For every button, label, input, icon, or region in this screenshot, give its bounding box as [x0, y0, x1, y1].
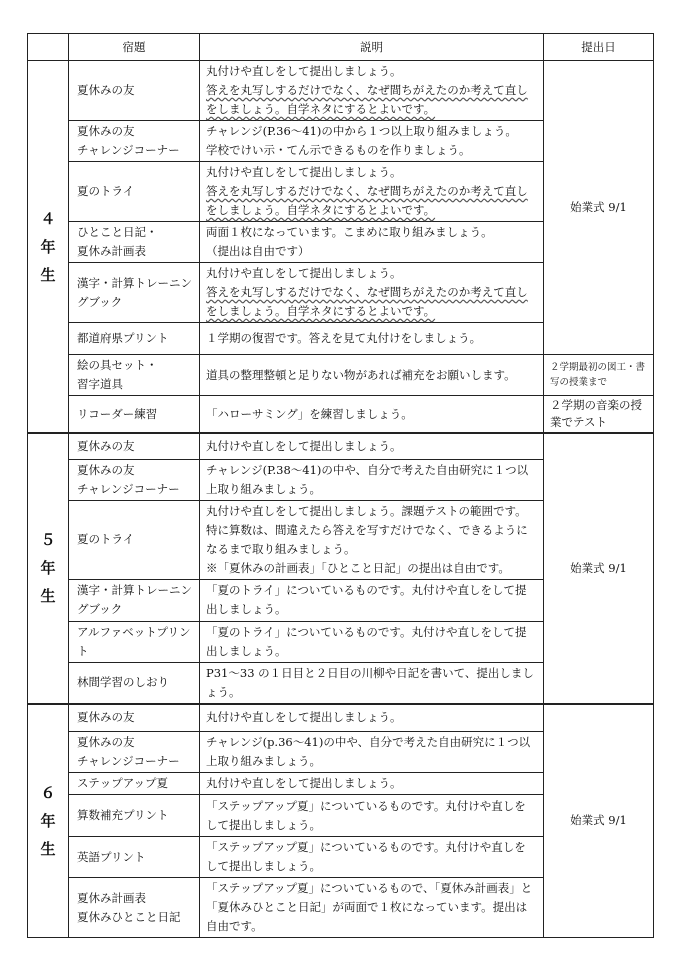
task-description: [200, 263, 544, 323]
task-name-line: 絵の具セット・: [77, 358, 158, 372]
header-blank: [28, 34, 69, 61]
task-description-emphasis: 答えを丸写しするだけでなく、なぜ間ちがえたのか考えて直しをしましょう。自学ネタにするとよいです。: [206, 83, 528, 116]
task-name-line: 夏休み計画表: [77, 244, 146, 258]
grade-char: 生: [40, 265, 56, 284]
grade-char: 生: [40, 587, 56, 606]
task-name-line: 夏休みの友: [77, 438, 135, 453]
task-description-line: 「夏のトライ」についているものです。丸付けや直しをして提出しましょう。: [206, 624, 527, 658]
task-name: [69, 579, 200, 621]
task-description: [200, 773, 544, 795]
task-description: [200, 621, 544, 662]
task-description: [200, 732, 544, 773]
task-description-line: 「ステップアップ夏」についているものです。丸付けや直しをして提出しましょう。: [206, 840, 526, 873]
task-description-line: 丸付けや直しをして提出しましょう。: [206, 165, 402, 179]
task-description: [200, 61, 544, 121]
task-name-line: 夏休みの友: [77, 735, 135, 749]
task-name-line: 英語プリント: [77, 849, 146, 864]
task-description-line: チャレンジ(P.36〜41)の中から１つ以上取り組みましょう。: [206, 124, 517, 138]
due-date-art: ２学期最初の図工・書写の授業まで: [544, 355, 654, 396]
task-name-line: 夏休み計画表: [77, 890, 146, 905]
task-name: [69, 323, 200, 355]
task-description-line: チャレンジ(P.38〜41)の中や、自分で考えた自由研究に１つ以上取り組みましょう。: [206, 462, 529, 496]
task-name: [69, 222, 200, 263]
header-row: [28, 34, 654, 61]
task-name-line: 漢字・計算トレーニングブック: [77, 583, 192, 616]
task-description: [200, 396, 544, 434]
task-name-line: 林間学習のしおり: [77, 675, 169, 689]
grade-char: 年: [40, 237, 56, 256]
table-row: [28, 704, 654, 732]
task-name: [69, 121, 200, 162]
task-description: [200, 662, 544, 704]
table-row: [28, 433, 654, 459]
task-name-line: 夏休みの友: [77, 124, 135, 138]
task-description-line: （提出は自由です）: [206, 244, 310, 258]
task-name-line: ひとこと日記・: [77, 225, 158, 239]
task-name: [69, 732, 200, 773]
grade-char: ５: [40, 531, 56, 550]
header-task: 宿題: [69, 34, 200, 61]
task-description-line: [206, 283, 537, 321]
task-description: [200, 500, 544, 579]
task-description-line: 「ステップアップ夏」についているものです。丸付けや直しをして提出しましょう。: [206, 798, 526, 832]
table-row: [28, 61, 654, 121]
task-name: [69, 162, 200, 222]
task-description-line: 丸付けや直しをして提出しましょう。: [206, 64, 402, 78]
task-name: [69, 621, 200, 662]
grade-char: ６: [40, 783, 56, 802]
task-description-line: 丸付けや直しをして提出しましょう。: [206, 438, 402, 453]
task-description-line: 丸付けや直しをして提出しましょう。: [206, 710, 402, 725]
task-name-line: 夏休みの友: [77, 462, 135, 477]
task-name: [69, 459, 200, 500]
task-name-line: 習字道具: [77, 377, 123, 391]
task-name: [69, 396, 200, 434]
task-description: [200, 704, 544, 732]
grade-char: ４: [40, 209, 56, 228]
task-description-line: 丸付けや直しをして提出しましょう。課題テストの範囲です。特に算数は、間違えたら答えを写すだけでなく、できるようになるまで取り組みましょう。: [206, 503, 528, 556]
task-description-line: チャレンジ(p.36〜41)の中や、自分で考えた自由研究に１つ以上取り組みましょう。: [206, 735, 531, 768]
task-name: [69, 837, 200, 878]
task-name-line: 都道府県プリント: [77, 331, 169, 345]
task-description-line: ※「夏休みの計画表」「ひとこと日記」の提出は自由です。: [206, 560, 510, 575]
task-description: [200, 162, 544, 222]
task-name: [69, 263, 200, 323]
task-name: [69, 355, 200, 396]
task-description-emphasis: 答えを丸写しするだけでなく、なぜ間ちがえたのか考えて直しをしましょう。自学ネタにするとよいです。: [206, 184, 528, 217]
grade6-label: [28, 704, 69, 938]
task-description-line: [206, 81, 537, 119]
task-description: [200, 433, 544, 459]
task-description-line: 丸付けや直しをして提出しましょう。: [206, 776, 402, 790]
task-description: [200, 795, 544, 837]
task-name-line: チャレンジコーナー: [77, 481, 180, 496]
due-date-music: ２学期の音楽の授業でテスト: [544, 396, 654, 434]
task-name-line: 夏休みひとこと日記: [77, 909, 181, 924]
grade4-label: [28, 61, 69, 434]
task-description-line: P31〜33 の１日目と２日目の川柳や日記を書いて、提出しましょう。: [206, 665, 534, 699]
task-description: [200, 121, 544, 162]
table-row: [28, 396, 654, 434]
task-name: [69, 773, 200, 795]
task-name-line: 夏のトライ: [77, 184, 135, 198]
header-due-date: 提出日: [544, 34, 654, 61]
task-description-emphasis: 答えを丸写しするだけでなく、なぜ間ちがえたのか考えて直しをしましょう。自学ネタにするとよいです。: [206, 285, 528, 318]
task-name-line: 漢字・計算トレーニングブック: [77, 275, 192, 309]
grade5-label: [28, 433, 69, 704]
task-name-line: チャレンジコーナー: [77, 143, 180, 157]
task-name: [69, 61, 200, 121]
due-date: 始業式 9/1: [544, 61, 654, 355]
task-description: [200, 579, 544, 621]
grade-char: 生: [40, 839, 56, 858]
task-name-line: ステップアップ夏: [77, 776, 168, 790]
task-description: [200, 323, 544, 355]
homework-table: [27, 33, 654, 938]
task-description: [200, 222, 544, 263]
due-date: 始業式 9/1: [544, 704, 654, 938]
task-name-line: 夏休みの友: [77, 710, 135, 725]
grade-char: 年: [40, 559, 56, 578]
task-name-line: チャレンジコーナー: [77, 754, 180, 768]
task-description-line: 「ハローサミング」を練習しましょう。: [206, 406, 413, 421]
task-name: [69, 795, 200, 837]
task-description-line: 学校でけい示・てん示できるものを作りましょう。: [206, 143, 471, 157]
task-description-line: 「夏のトライ」についているものです。丸付けや直しをして提出しましょう。: [206, 583, 527, 616]
task-name: [69, 433, 200, 459]
task-description: [200, 459, 544, 500]
task-description: [200, 878, 544, 938]
task-description-line: 「ステップアップ夏」についているもので、「夏休み計画表」と「夏休みひとこと日記」が両面で１枚になっています。提出は自由です。: [206, 881, 533, 933]
task-description-line: [206, 182, 537, 220]
due-date: 始業式 9/1: [544, 433, 654, 704]
task-name: [69, 500, 200, 579]
task-name: [69, 662, 200, 704]
task-name-line: アルファベットプリント: [77, 624, 191, 658]
grade-char: 年: [40, 811, 56, 830]
task-name-line: 算数補充プリント: [77, 808, 169, 822]
task-description-line: １学期の復習です。答えを見て丸付けをしましょう。: [206, 331, 482, 345]
task-name-line: 夏のトライ: [77, 532, 135, 546]
task-description-line: 丸付けや直しをして提出しましょう。: [206, 266, 402, 280]
task-name: [69, 704, 200, 732]
task-name-line: リコーダー練習: [77, 406, 158, 421]
task-name-line: 夏休みの友: [77, 83, 135, 97]
task-name: [69, 878, 200, 938]
task-description: [200, 837, 544, 878]
task-description: [200, 355, 544, 396]
table-row: [28, 355, 654, 396]
task-description-line: 道具の整理整頓と足りない物があれば補充をお願いします。: [206, 367, 516, 382]
table-body: [28, 61, 654, 938]
header-description: 説明: [200, 34, 544, 61]
task-description-line: 両面１枚になっています。こまめに取り組みましょう。: [206, 225, 493, 239]
